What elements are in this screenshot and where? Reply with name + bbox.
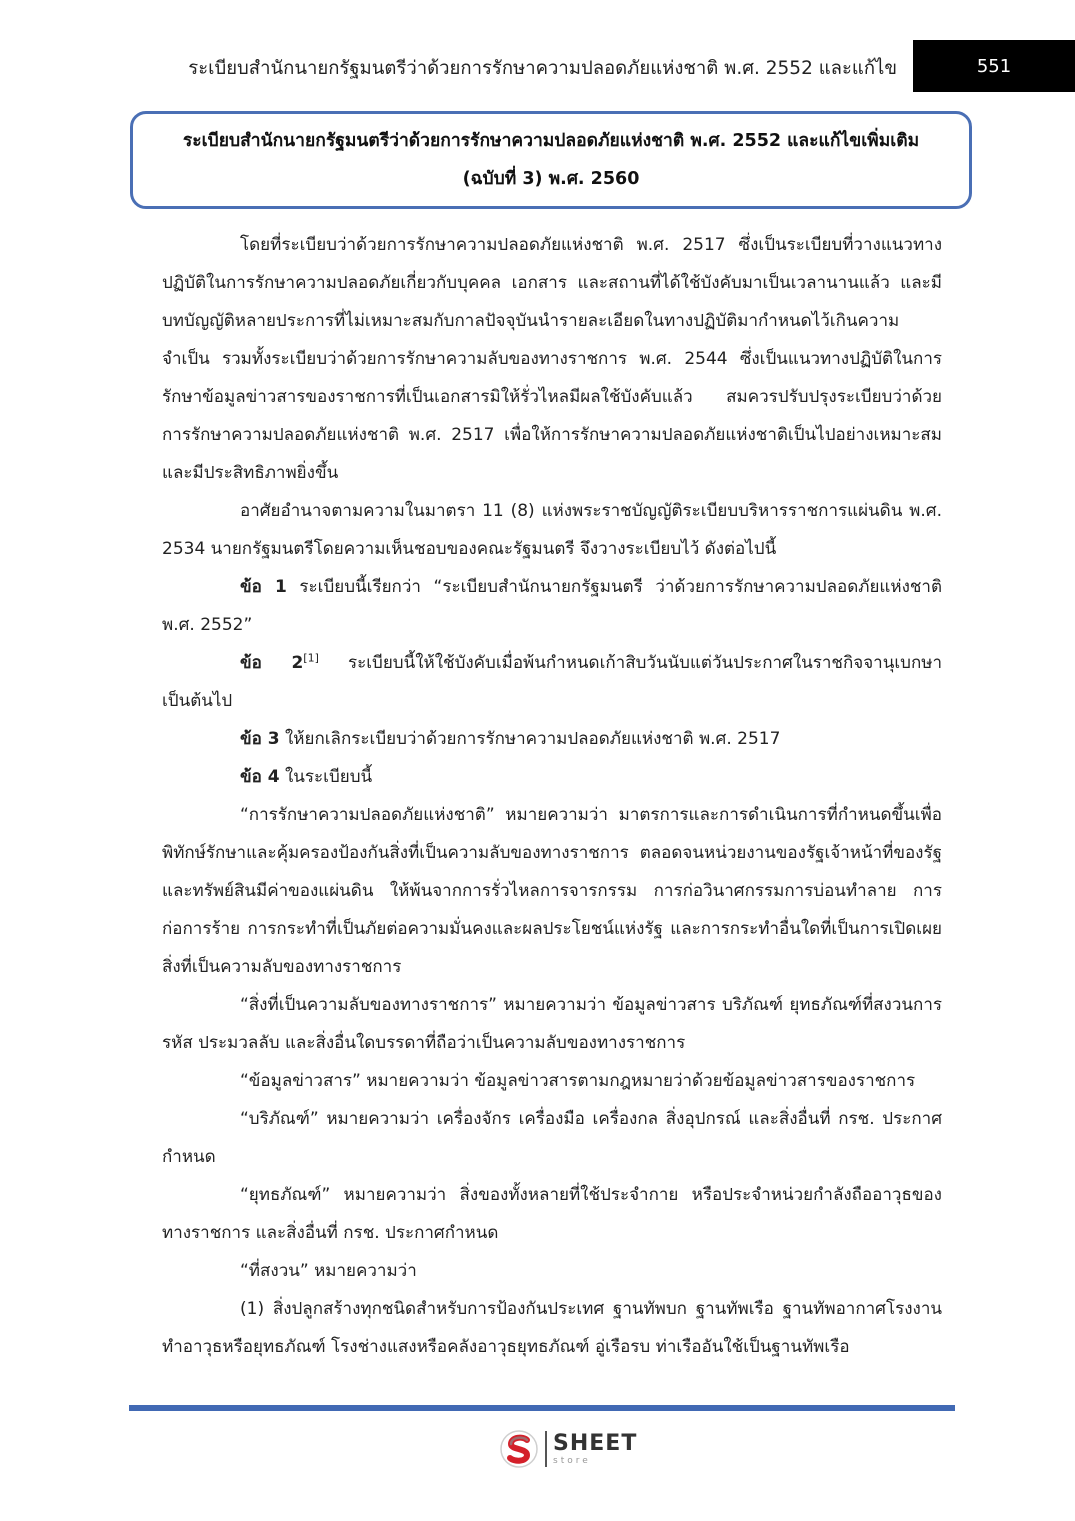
section-3-label: ข้อ 3 bbox=[240, 729, 280, 749]
sheet-logo-icon bbox=[499, 1429, 539, 1469]
footnote-ref: [1] bbox=[303, 651, 319, 665]
section-2-label: ข้อ 2 bbox=[240, 653, 304, 673]
definition-reserved-area: “ที่สงวน” หมายความว่า bbox=[240, 1261, 417, 1281]
footer-rule bbox=[129, 1405, 955, 1411]
running-header-title: ระเบียบสำนักนายกรัฐมนตรีว่าด้วยการรักษาความปลอดภัยแห่งชาติ พ.ศ. 2552 และแก้ไข bbox=[188, 58, 897, 79]
definition-item-1: (1) สิ่งปลูกสร้างทุกชนิดสำหรับการป้องกันประเทศ ฐานทัพบก ฐานทัพเรือ ฐานทัพอากาศโรงงานทำอาวุธหรือยุทธภัณฑ์ โรงช่างแสงหรือคลังอาวุธยุทธภัณฑ์ อู่เรือรบ ท่าเรืออันใช้เป็นฐานทัพเรือ bbox=[162, 1299, 942, 1357]
section-2-text: ระเบียบนี้ให้ใช้บังคับเมื่อพ้นกำหนดเก้าสิบวันนับแต่วันประกาศในราชกิจจานุเบกษาเป็นต้นไป bbox=[162, 653, 942, 711]
section-3-text: ให้ยกเลิกระเบียบว่าด้วยการรักษาความปลอดภัยแห่งชาติ พ.ศ. 2517 bbox=[279, 729, 781, 749]
document-title-line-2: (ฉบับที่ 3) พ.ศ. 2560 bbox=[462, 169, 640, 189]
document-title-line-1: ระเบียบสำนักนายกรัฐมนตรีว่าด้วยการรักษาความปลอดภัยแห่งชาติ พ.ศ. 2552 และแก้ไขเพิ่มเติม bbox=[182, 131, 920, 151]
preamble-paragraph-1: โดยที่ระเบียบว่าด้วยการรักษาความปลอดภัยแห่งชาติ พ.ศ. 2517 ซึ่งเป็นระเบียบที่วางแนวทางปฏิบัติในการรักษาความปลอดภัยเกี่ยวกับบุคคล เอกสาร และสถานที่ได้ใช้บังคับมาเป็นเวลานานแล้ว และมีบทบัญญัติหลายประการที่ไม่เหมาะสมกับกาลปัจจุบันนำรายละเอียดในทางปฏิบัติมากำหนดไว้เกินความจำเป็น รวมทั้งระเบียบว่าด้วยการรักษาความลับของทางราชการ พ.ศ. 2544 ซึ่งเป็นแนวทางปฏิบัติในการรักษาข้อมูลข่าวสารของราชการที่เป็นเอกสารมิให้รั่วไหลมีผลใช้บังคับแล้ว สมควรปรับปรุงระเบียบว่าด้วยการรักษาความปลอดภัยแห่งชาติ พ.ศ. 2517 เพื่อให้การรักษาความปลอดภัยแห่งชาติเป็นไปอย่างเหมาะสมและมีประสิทธิภาพยิ่งขึ้น bbox=[162, 235, 942, 483]
definition-military-supplies: “ยุทธภัณฑ์” หมายความว่า สิ่งของทั้งหลายที่ใช้ประจำกาย หรือประจำหน่วยกำลังถืออาวุธของทางราชการ และสิ่งอื่นที่ กรช. ประกาศกำหนด bbox=[162, 1185, 942, 1243]
document-title-box bbox=[130, 111, 972, 209]
preamble-paragraph-2: อาศัยอำนาจตามความในมาตรา 11 (8) แห่งพระราชบัญญัติระเบียบบริหารราชการแผ่นดิน พ.ศ. 2534 นายกรัฐมนตรีโดยความเห็นชอบของคณะรัฐมนตรี จึงวางระเบียบไว้ ดังต่อไปนี้ bbox=[162, 501, 942, 559]
section-4-label: ข้อ 4 bbox=[240, 767, 280, 787]
logo-subtitle: store bbox=[553, 1455, 591, 1466]
logo-name: SHEET bbox=[553, 1430, 638, 1456]
section-2 bbox=[162, 644, 942, 720]
section-1-text: ระเบียบนี้เรียกว่า “ระเบียบสำนักนายกรัฐมนตรี ว่าด้วยการรักษาความปลอดภัยแห่งชาติ พ.ศ. 2552” bbox=[162, 577, 943, 635]
section-1-label: ข้อ 1 bbox=[240, 577, 287, 597]
definition-information: “ข้อมูลข่าวสาร” หมายความว่า ข้อมูลข่าวสารตามกฎหมายว่าด้วยข้อมูลข่าวสารของราชการ bbox=[240, 1071, 916, 1091]
page-number-box bbox=[913, 40, 1075, 92]
document-body bbox=[162, 226, 942, 1366]
section-4 bbox=[162, 758, 942, 796]
definition-equipment: “บริภัณฑ์” หมายความว่า เครื่องจักร เครื่องมือ เครื่องกล สิ่งอุปกรณ์ และสิ่งอื่นที่ กรช. ประกาศกำหนด bbox=[162, 1109, 942, 1167]
logo-wordmark bbox=[553, 1430, 638, 1466]
logo-separator bbox=[545, 1431, 547, 1467]
section-3 bbox=[162, 720, 942, 758]
section-1 bbox=[162, 568, 942, 644]
sheet-store-logo bbox=[499, 1428, 637, 1470]
section-4-text: ในระเบียบนี้ bbox=[279, 767, 373, 787]
definition-official-secret: “สิ่งที่เป็นความลับของทางราชการ” หมายความว่า ข้อมูลข่าวสาร บริภัณฑ์ ยุทธภัณฑ์ที่สงวนการรหัส ประมวลลับ และสิ่งอื่นใดบรรดาที่ถือว่าเป็นความลับของทางราชการ bbox=[162, 995, 942, 1053]
definition-national-security: “การรักษาความปลอดภัยแห่งชาติ” หมายความว่า มาตรการและการดำเนินการที่กำหนดขึ้นเพื่อพิทักษ์รักษาและคุ้มครองป้องกันสิ่งที่เป็นความลับของทางราชการ ตลอดจนหน่วยงานของรัฐเจ้าหน้าที่ของรัฐ และทรัพย์สินมีค่าของแผ่นดิน ให้พ้นจากการรั่วไหลการจารกรรม การก่อวินาศกรรมการบ่อนทำลาย การก่อการร้าย การกระทำที่เป็นภัยต่อความมั่นคงและผลประโยชน์แห่งรัฐ และการกระทำอื่นใดที่เป็นการเปิดเผยสิ่งที่เป็นความลับของทางราชการ bbox=[162, 805, 942, 977]
page-number: 551 bbox=[976, 55, 1012, 77]
